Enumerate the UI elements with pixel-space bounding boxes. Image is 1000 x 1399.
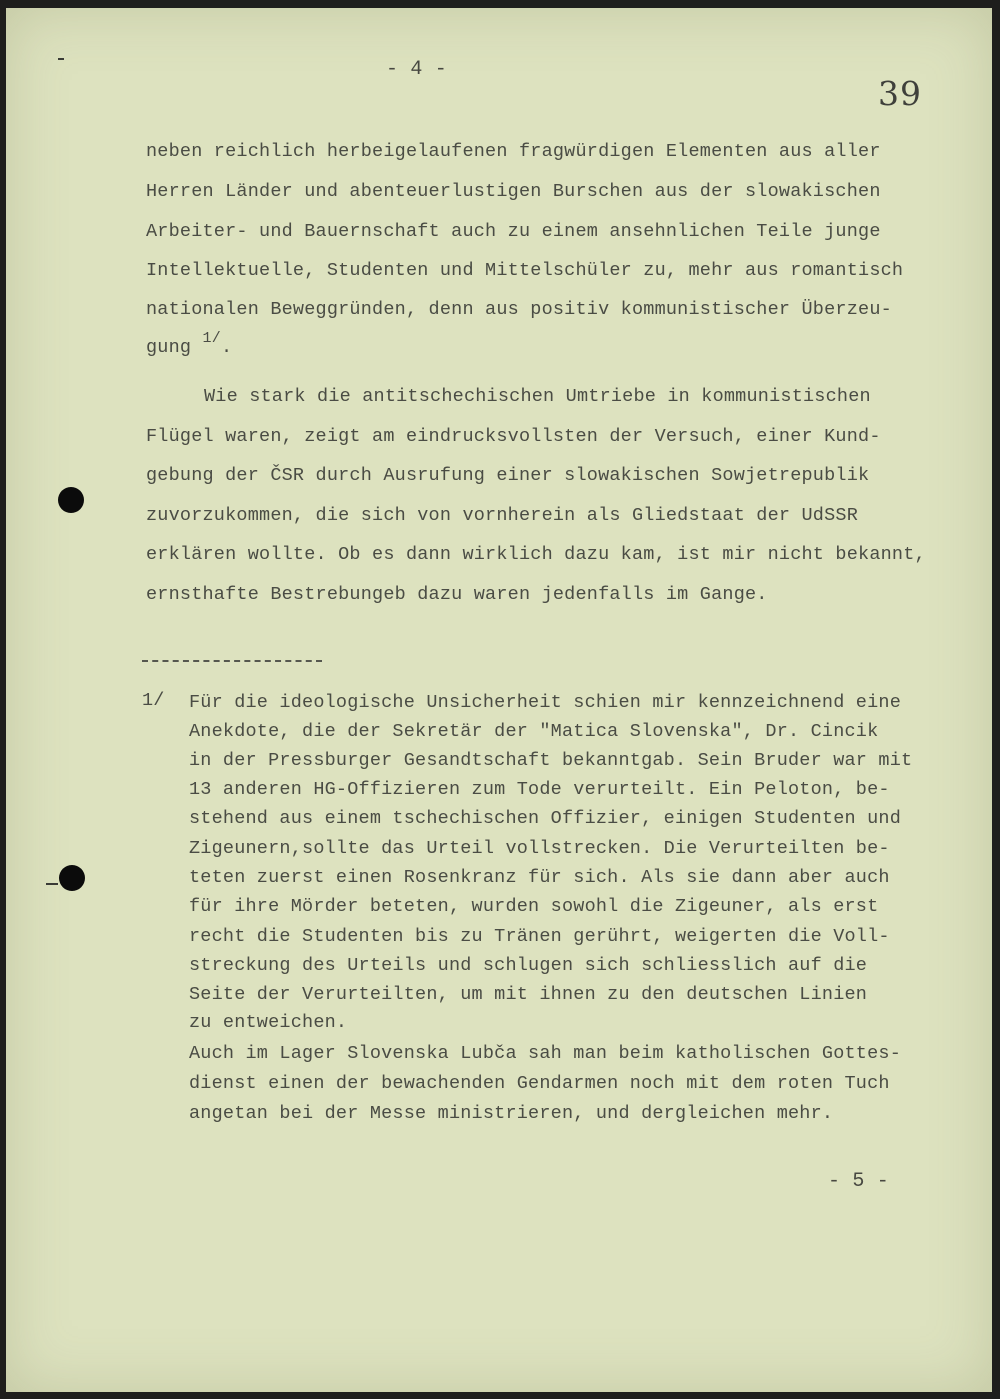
text-line: Flügel waren, zeigt am eindrucksvollsten der Versuch, einer Kund-: [146, 426, 881, 447]
footnote-line: Für die ideologische Unsicherheit schien mir kennzeichnend eine: [189, 692, 902, 713]
margin-mark: [58, 58, 64, 60]
footnote-line: in der Pressburger Gesandtschaft bekanntgab. Sein Bruder war mit: [189, 750, 913, 771]
text-line: [146, 330, 233, 358]
punch-hole: [58, 487, 84, 513]
footnote-line: angetan bei der Messe ministrieren, und dergleichen mehr.: [189, 1103, 834, 1124]
text-line: Arbeiter- und Bauernschaft auch zu einem ansehnlichen Teile junge: [146, 221, 881, 242]
footnote-line: stehend aus einem tschechischen Offizier, einigen Studenten und: [189, 808, 902, 829]
footnote-line: 13 anderen HG-Offizieren zum Tode verurteilt. Ein Peloton, be-: [189, 779, 890, 800]
text-line: neben reichlich herbeigelaufenen fragwürdigen Elementen aus aller: [146, 141, 881, 162]
next-page-indicator: - 5 -: [828, 1170, 890, 1193]
text-line: erklären wollte. Ob es dann wirklich dazu kam, ist mir nicht bekannt,: [146, 544, 926, 565]
punch-hole: [59, 865, 85, 891]
text-line: nationalen Beweggründen, denn aus positiv kommunistischer Überzeu-: [146, 299, 892, 320]
folio-number: 39: [878, 74, 922, 113]
margin-mark: [46, 883, 58, 885]
footnote-line: recht die Studenten bis zu Tränen gerührt, weigerten die Voll-: [189, 926, 890, 947]
text-line-end: gung: [146, 337, 192, 358]
footnote-line: Auch im Lager Slovenska Lubča sah man beim katholischen Gottes-: [189, 1043, 902, 1064]
footnote-reference: 1/: [202, 330, 221, 347]
text-line: gebung der ČSR durch Ausrufung einer slowakischen Sowjetrepublik: [146, 465, 870, 486]
footnote-separator: [142, 660, 322, 662]
page-number: - 4 -: [386, 58, 448, 81]
footnote-line: teten zuerst einen Rosenkranz für sich. Als sie dann aber auch: [189, 867, 890, 888]
text-line: Intellektuelle, Studenten und Mittelschüler zu, mehr aus romantisch: [146, 260, 904, 281]
text-line: ernsthafte Bestrebungeb dazu waren jedenfalls im Gange.: [146, 584, 768, 605]
footnote-line: Seite der Verurteilten, um mit ihnen zu den deutschen Linien: [189, 984, 868, 1005]
footnote-line: streckung des Urteils und schlugen sich schliesslich auf die: [189, 955, 868, 976]
footnote-line: Anekdote, die der Sekretär der "Matica Slovenska", Dr. Cincik: [189, 721, 879, 742]
footnote-marker: 1/: [142, 690, 165, 711]
footnote-line: Zigeunern,sollte das Urteil vollstrecken. Die Verurteilten be-: [189, 838, 890, 859]
text-line: zuvorzukommen, die sich von vornherein als Gliedstaat der UdSSR: [146, 505, 859, 526]
footnote-line: dienst einen der bewachenden Gendarmen noch mit dem roten Tuch: [189, 1073, 890, 1094]
text-line: Wie stark die antitschechischen Umtriebe in kommunistischen: [204, 386, 871, 407]
footnote-line: zu entweichen.: [189, 1012, 348, 1033]
text-line: Herren Länder und abenteuerlustigen Burschen aus der slowakischen: [146, 181, 881, 202]
footnote-line: für ihre Mörder beteten, wurden sowohl die Zigeuner, als erst: [189, 896, 879, 917]
sentence-end: .: [220, 337, 233, 358]
